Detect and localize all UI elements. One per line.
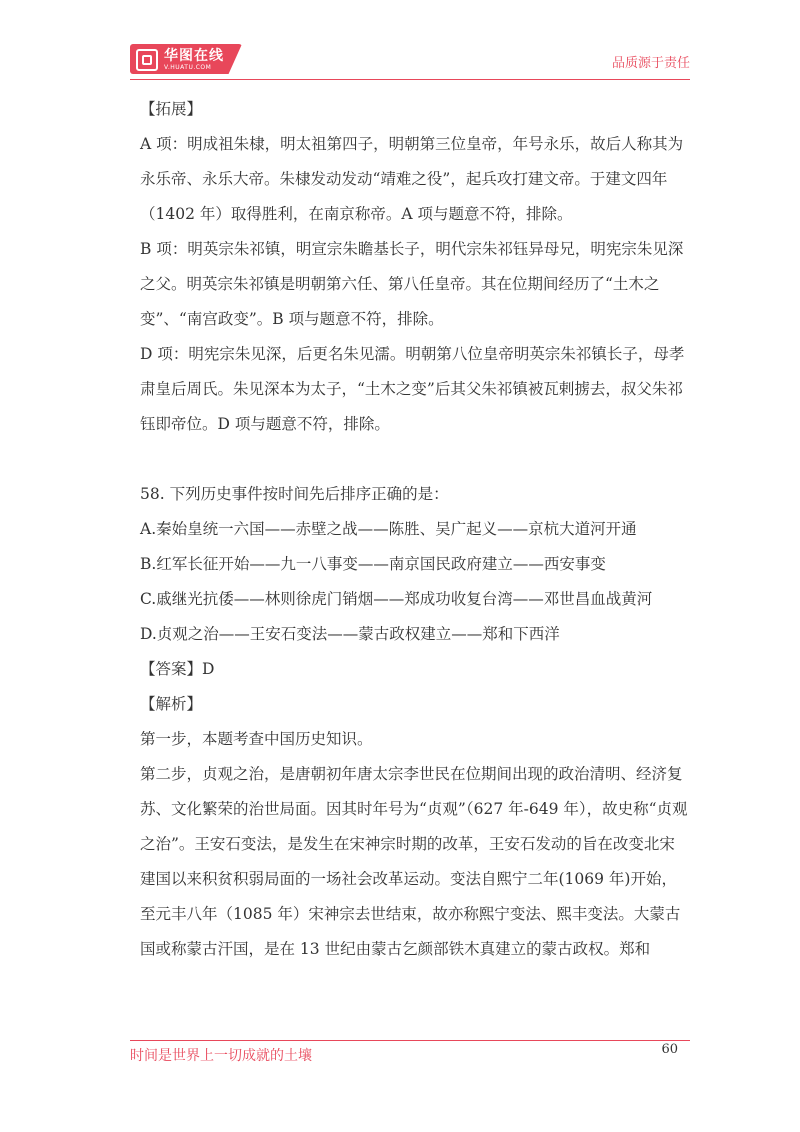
logo-name: 华图在线 [164, 48, 224, 64]
choice-a: A.秦始皇统一六国——赤壁之战——陈胜、吴广起义——京杭大道河开通 [140, 520, 637, 538]
choice-b: B.红军长征开始——九一八事变——南京国民政府建立——西安事变 [140, 555, 606, 573]
option-d-explanation: D 项：明宪宗朱见深，后更名朱见濡。明朝第八位皇帝明英宗朱祁镇长子，母孝肃皇后周氏。朱见深本为太子，“土木之变”后其父朱祁镇被瓦剌掳去，叔父朱祁钰即帝位。D 项与题意不符，排除。 [140, 345, 685, 433]
option-b-explanation: B 项：明英宗朱祁镇，明宣宗朱瞻基长子，明代宗朱祁钰异母兄，明宪宗朱见深之父。明英宗朱祁镇是明朝第六任、第八任皇帝。其在位期间经历了“土木之变”、“南宫政变”。B 项与题意不符，排除。 [140, 240, 684, 328]
option-a-explanation: A 项：明成祖朱棣，明太祖第四子，明朝第三位皇帝，年号永乐，故后人称其为永乐帝、永乐大帝。朱棣发动发动“靖难之役”，起兵攻打建文帝。于建文四年（1402 年）取得胜利，在南京称帝。A 项与题意不符，排除。 [140, 135, 684, 223]
page-number: 60 [661, 1042, 678, 1057]
document-body [140, 92, 690, 967]
analysis-heading: 【解析】 [140, 695, 203, 713]
analysis-step-2: 第二步，贞观之治，是唐朝初年唐太宗李世民在位期间出现的政治清明、经济复苏、文化繁荣的治世局面。因其时年号为“贞观”（627 年-649 年），故史称“贞观之治”。王安石变法，是发生在宋神宗时期的改革，王安石发动的旨在改变北宋建国以来积贫积弱局面的一场社会改革运动。变法自熙宁二年(1069 年)开始，至元丰八年（1085 年）宋神宗去世结束，故亦称熙宁变法、熙丰变法。大蒙古国或称蒙古汗国，是在 13 世纪由蒙古乞颜部铁木真建立的蒙古政权。郑和 [140, 765, 688, 958]
choice-d: D.贞观之治——王安石变法——蒙古政权建立——郑和下西洋 [140, 625, 560, 643]
answer: 【答案】D [140, 660, 215, 678]
huatu-logo [130, 44, 256, 76]
header-slogan: 品质源于责任 [611, 56, 690, 71]
analysis-step-1: 第一步，本题考查中国历史知识。 [140, 730, 373, 748]
logo-mark-icon [136, 49, 158, 71]
page-header [0, 0, 800, 80]
footer-divider [130, 1040, 690, 1041]
choice-c: C.戚继光抗倭——林则徐虎门销烟——郑成功收复台湾——邓世昌血战黄河 [140, 590, 653, 608]
header-divider [130, 79, 690, 80]
footer-slogan: 时间是世界上一切成就的土壤 [130, 1048, 312, 1064]
expand-heading: 【拓展】 [140, 100, 203, 118]
logo-url: V.HUATU.COM [164, 64, 212, 71]
question-58: 58. 下列历史事件按时间先后排序正确的是： [140, 485, 449, 503]
